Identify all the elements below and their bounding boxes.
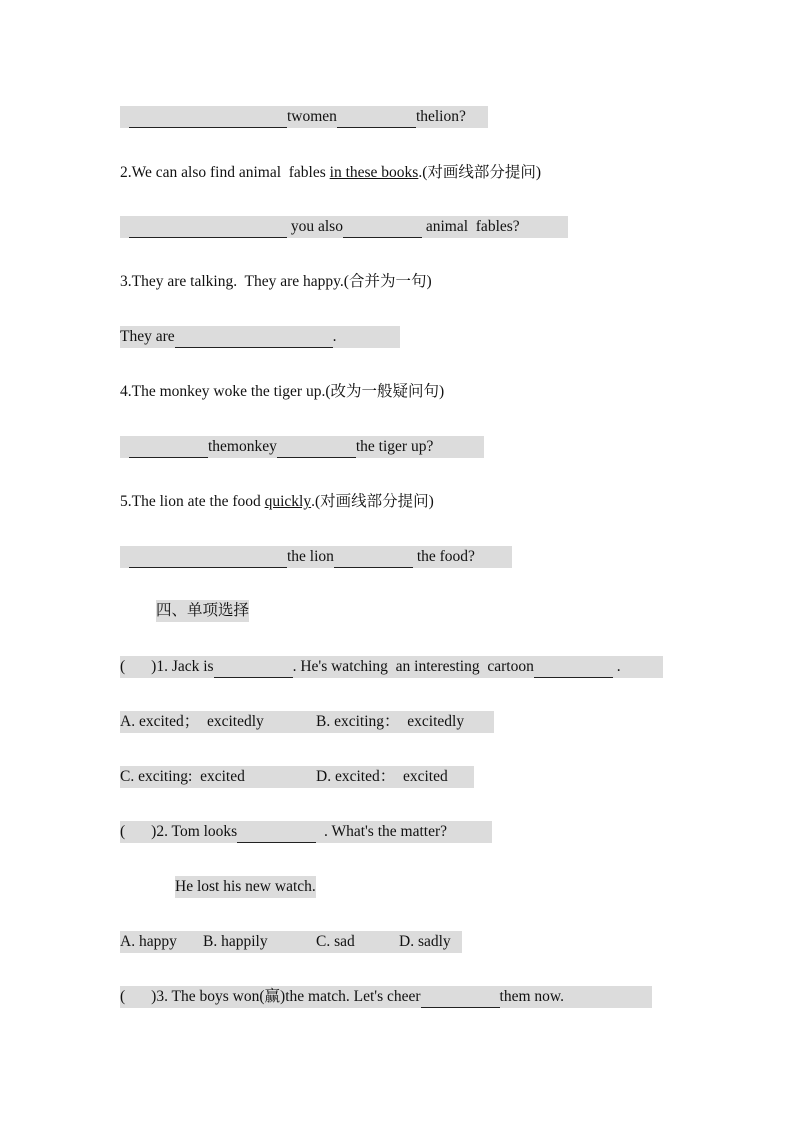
answer-word: They are [120, 328, 175, 345]
answer-word: thelion? [415, 108, 466, 125]
q1-answer-line [120, 106, 488, 128]
answer-word: the tiger up? [355, 438, 434, 455]
answer-punct: . [332, 328, 337, 345]
question-4 [120, 381, 444, 403]
mc2-options [120, 931, 462, 953]
question-text: )2. Tom looks [151, 823, 238, 840]
option-d[interactable]: D. sadly [399, 933, 451, 950]
question-text: 3.They are talking. They are happy.(合并为一句) [120, 273, 432, 290]
question-text: )1. Jack is [151, 658, 214, 675]
underlined-phrase: quickly [264, 493, 312, 510]
answer-word: the food? [412, 548, 475, 565]
question-5 [120, 491, 434, 513]
answer-blank[interactable] [534, 659, 613, 678]
q5-answer-line [120, 546, 512, 568]
answer-blank[interactable] [237, 824, 316, 843]
question-2 [120, 162, 541, 184]
option-c[interactable]: C. exciting: excited [120, 768, 245, 785]
section-title: 四、单项选择 [156, 600, 249, 622]
q2-answer-line [120, 216, 568, 238]
answer-blank[interactable] [421, 989, 500, 1008]
answer-blank[interactable] [214, 659, 293, 678]
mc-question-1 [120, 656, 663, 678]
section-heading [120, 600, 249, 622]
mc1-options-ab [120, 711, 494, 733]
question-number: 2. [120, 164, 132, 181]
question-text: . He's watching an interesting cartoon [292, 658, 534, 675]
q4-answer-line [120, 436, 484, 458]
question-instruction: .(对画线部分提问) [311, 493, 434, 510]
answer-blank[interactable] [343, 219, 422, 238]
answer-paren-open: ( [120, 823, 126, 840]
answer-blank[interactable] [129, 549, 287, 568]
answer-word: themonkey [208, 438, 277, 455]
dialogue-reply: He lost his new watch. [175, 876, 316, 898]
question-3 [120, 271, 432, 293]
answer-blank[interactable] [337, 109, 416, 128]
underlined-phrase: in these books [329, 164, 419, 181]
answer-blank[interactable] [129, 219, 287, 238]
answer-word: twomen [287, 108, 337, 125]
option-b[interactable]: B. exciting： excitedly [316, 713, 465, 730]
answer-blank[interactable] [129, 439, 208, 458]
mc-question-2 [120, 821, 492, 843]
mc2-reply-line [120, 876, 316, 898]
answer-paren-open: ( [120, 988, 126, 1005]
question-text: )3. The boys won(赢)the match. Let's cheer [151, 988, 421, 1005]
question-text: 4.The monkey woke the tiger up.(改为一般疑问句) [120, 383, 445, 400]
option-b[interactable]: B. happily [203, 933, 268, 950]
question-text: 5.The lion ate the food [120, 493, 265, 510]
answer-word: the lion [287, 548, 334, 565]
option-c[interactable]: C. sad [316, 933, 355, 950]
answer-blank[interactable] [334, 549, 413, 568]
q3-answer-line [120, 326, 400, 348]
question-text: them now. [499, 988, 564, 1005]
question-punct: . [612, 658, 621, 675]
question-text: . What's the matter? [316, 823, 447, 840]
answer-word: animal fables? [421, 218, 520, 235]
question-text: We can also find animal fables [131, 164, 330, 181]
answer-word: you also [287, 218, 343, 235]
answer-blank[interactable] [129, 109, 287, 128]
option-a[interactable]: A. excited； excitedly [120, 713, 264, 730]
question-instruction: .(对画线部分提问) [418, 164, 542, 181]
mc1-options-cd [120, 766, 474, 788]
answer-blank[interactable] [254, 329, 333, 348]
option-d[interactable]: D. excited： excited [316, 768, 448, 785]
answer-paren-open: ( [120, 658, 126, 675]
answer-blank[interactable] [175, 329, 254, 348]
mc-question-3 [120, 986, 652, 1008]
answer-blank[interactable] [277, 439, 356, 458]
option-a[interactable]: A. happy [120, 933, 177, 950]
